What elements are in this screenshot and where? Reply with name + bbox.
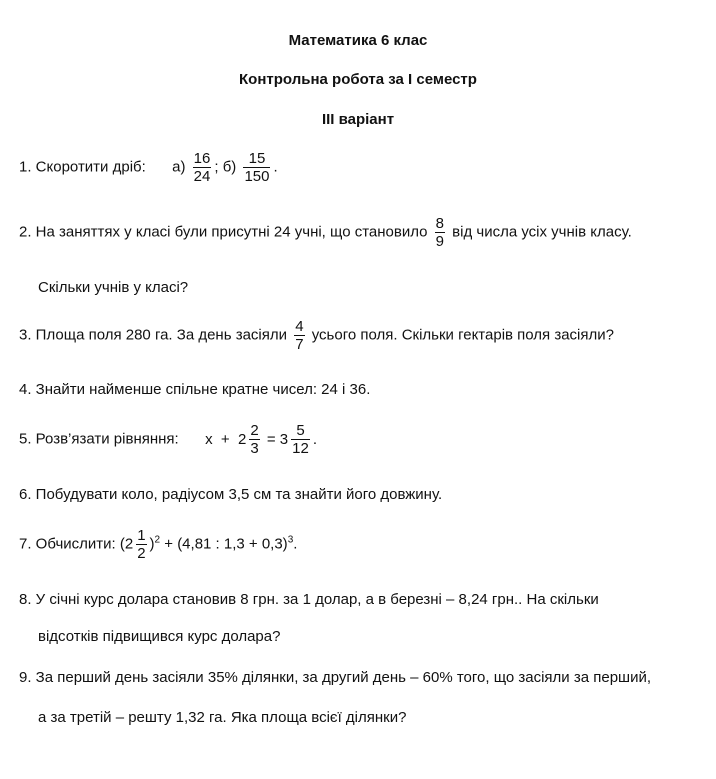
task-1-fraction-b [243,150,270,185]
fraction-denominator: 12 [292,440,309,457]
fraction-denominator: 7 [295,336,304,353]
worksheet-title: Математика 6 клас [288,32,428,49]
task-7 [19,527,297,562]
task-1-text: 1. Скоротити дріб: [19,158,146,176]
task-4: 4. Знайти найменше спільне кратне чисел: 24 і 36. [19,381,371,398]
task-9-line-2: а за третій – решту 1,32 га. Яка площа всієї ділянки? [38,709,407,726]
task-7-close: ) [149,535,155,553]
worksheet-subtitle: Контрольна робота за І семестр [239,71,477,88]
fraction-numerator: 16 [193,150,211,167]
task-5-end: . [312,430,317,448]
task-7-end: . [293,535,298,553]
task-1-end: . [273,158,278,176]
fraction-denominator: 3 [250,440,259,457]
task-8-line-1: 8. У січні курс долара становив 8 грн. за 1 долар, а в березні – 8,24 грн.. На скільки [19,591,599,608]
worksheet-variant: ІІІ варіант [321,111,395,128]
fraction-denominator: 2 [137,545,146,562]
task-2-text-before: 2. На заняттях у класі були присутні 24 учні, що становило [19,223,428,241]
fraction-numerator: 5 [296,422,305,439]
task-6: 6. Побудувати коло, радіусом 3,5 см та знайти його довжину. [19,486,443,503]
fraction-numerator: 8 [435,215,444,232]
task-1 [19,150,278,185]
task-7-fraction [136,527,146,562]
task-7-middle: + (4,81 : 1,3 + 0,3) [160,535,288,553]
task-1-b-label: б) [222,158,237,176]
task-2-line-2: Скільки учнів у класі? [38,279,189,296]
task-2-text-after: від числа усіх учнів класу. [452,223,632,241]
task-5-text: 5. Розв’язати рівняння: [19,430,179,448]
task-2-fraction [435,215,445,250]
task-5-lhs-fraction [249,422,259,457]
task-1-fraction-a [193,150,212,185]
task-5-lhs-text: x + 2 [205,430,247,448]
task-7-exponent-1: 2 [154,534,161,546]
task-3-text-after: усього поля. Скільки гектарів поля засіяли? [311,326,614,344]
fraction-numerator: 15 [248,150,266,167]
task-5-rhs [267,422,317,457]
fraction-numerator: 2 [250,422,259,439]
task-3-fraction [294,318,304,353]
task-5-rhs-fraction [291,422,310,457]
fraction-numerator: 4 [295,318,304,335]
task-8-line-2: відсотків підвищився курс долара? [38,628,281,645]
task-1-a-label: а) [172,158,186,176]
task-7-exponent-2: 3 [287,534,294,546]
task-5-equals: = 3 [266,430,289,448]
fraction-numerator: 1 [137,527,146,544]
fraction-denominator: 150 [244,168,270,185]
task-3-text-before: 3. Площа поля 280 га. За день засіяли [19,326,288,344]
fraction-denominator: 9 [435,233,444,250]
task-5-lhs [205,422,263,457]
fraction-denominator: 24 [193,168,211,185]
task-5 [19,422,317,457]
task-2 [19,215,632,250]
task-3 [19,318,614,353]
task-9-line-1: 9. За перший день засіяли 35% ділянки, за другий день – 60% того, що засіяли за перший, [19,669,651,686]
task-1-separator: ; [214,158,219,176]
task-7-text: 7. Обчислити: (2 [19,535,134,553]
